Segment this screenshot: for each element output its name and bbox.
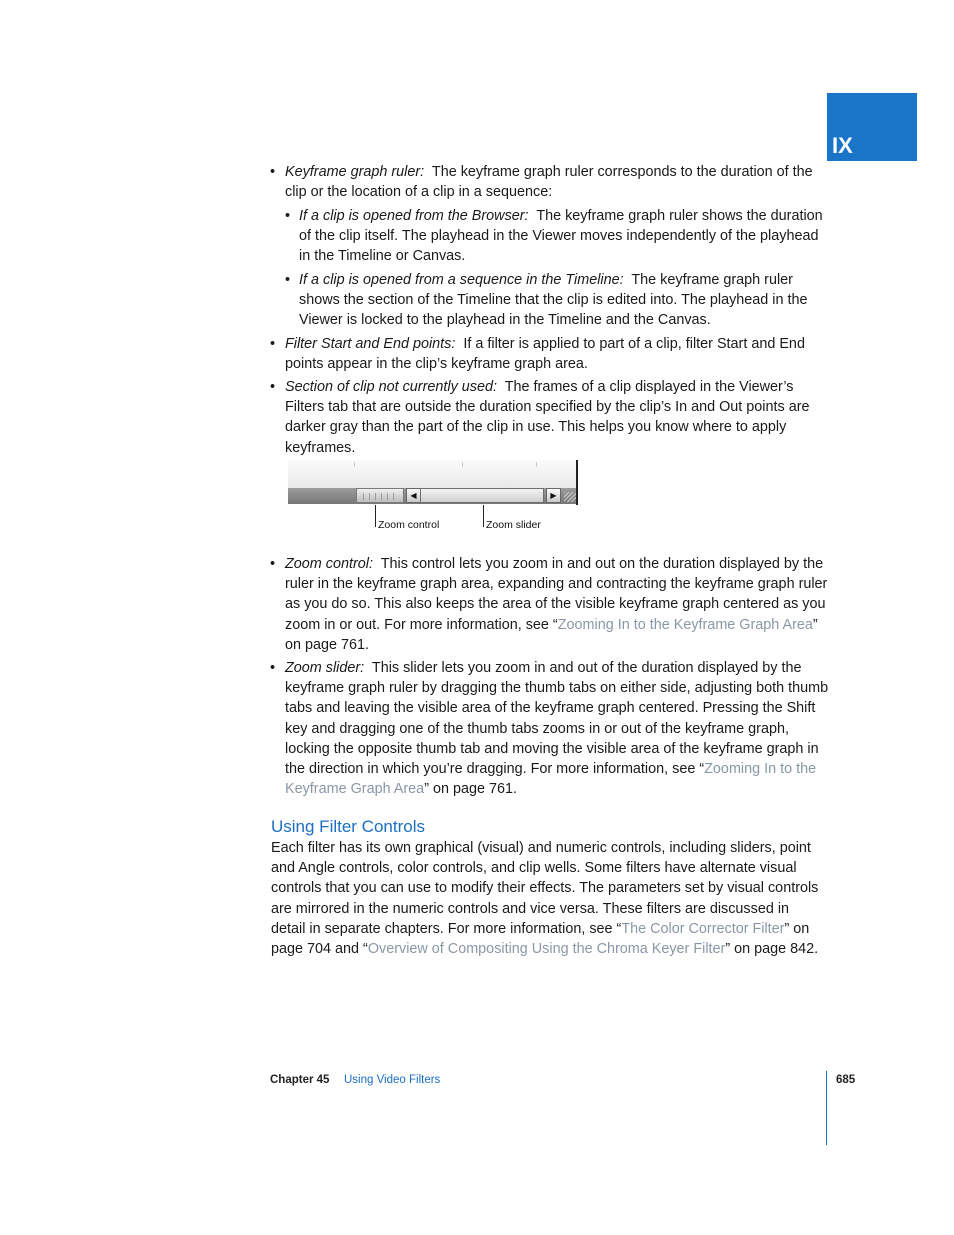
footer-chapter-title[interactable]: Using Video Filters bbox=[344, 1074, 441, 1086]
bullet-term: Zoom slider: bbox=[285, 660, 365, 676]
bullet-text: If a filter is applied to part of a clip, filter Start and End points appear in the clip’s keyframe graph area. bbox=[285, 336, 805, 373]
footer-rule bbox=[826, 1071, 827, 1145]
bullet-text: The keyframe graph ruler shows the duration of the clip itself. The playhead in the Viewer moves independently of the playhead in the Timeline or Canvas. bbox=[299, 208, 823, 265]
bullet-text: The keyframe graph ruler shows the section of the Timeline that the clip is edited into. The playhead in the Viewer is locked to the playhead in the Timeline and the Canvas. bbox=[299, 272, 808, 329]
bullet-filter-start-end bbox=[270, 334, 830, 374]
bullet-dot: • bbox=[270, 164, 276, 180]
cross-reference-link[interactable]: Zooming In to the Keyframe Graph Area bbox=[557, 616, 813, 633]
footer-chapter: Chapter 45 bbox=[270, 1074, 330, 1086]
bullet-text: This slider lets you zoom in and out of the duration displayed by the keyframe graph ruler by dragging the thumb tabs on either side, adjusting both thumb tabs and leaving the visible area of the keyframe graph centered. Pressing the Shift key and dragging one of the thumb tabs zooms in or out of the keyframe graph, locking the opposite thumb tab and moving the visible area of the keyframe graph in the direction in which you’re dragging. For more information, see “ bbox=[285, 660, 829, 778]
subbullet-timeline bbox=[285, 270, 829, 331]
bullet-term: If a clip is opened from a sequence in the Timeline: bbox=[299, 272, 624, 288]
zoom-control[interactable] bbox=[356, 488, 404, 503]
bullet-dot: • bbox=[270, 379, 276, 395]
bullet-term: Keyframe graph ruler: bbox=[285, 164, 425, 180]
bullet-term: Zoom control: bbox=[285, 556, 373, 572]
bullet-dot: • bbox=[270, 660, 276, 676]
bullet-text: This control lets you zoom in and out on the duration displayed by the ruler in the keyframe graph area, expanding and contracting the keyframe graph ruler as you do so. This also keeps the area of the visible keyframe graph centered as you zoom in or out. For more information, see “ bbox=[285, 556, 828, 633]
ruler-tick bbox=[462, 462, 463, 467]
bullet-zoom-control bbox=[270, 554, 830, 655]
zoom-slider[interactable] bbox=[420, 488, 544, 503]
paragraph-text: Each filter has its own graphical (visual) and numeric controls, including sliders, point and Angle controls, color controls, and clip wells. Some filters have alternate visual controls that you can use to modify their effects. The parameters set by visual controls are mirrored in the numeric controls and vice versa. These filters are discussed in detail in separate chapters. For more information, see “ bbox=[271, 840, 819, 937]
cross-reference-link[interactable]: The Color Corrector Filter bbox=[621, 920, 785, 937]
window-edge bbox=[576, 460, 578, 505]
section-paragraph bbox=[271, 838, 826, 959]
bullet-keyframe-graph-ruler bbox=[270, 162, 830, 202]
bullet-dot: • bbox=[285, 208, 291, 224]
keyframe-ruler bbox=[288, 460, 576, 488]
bullet-term: If a clip is opened from the Browser: bbox=[299, 208, 529, 224]
bullet-text-after: ” on page 761. bbox=[424, 781, 518, 798]
zoom-controls-screenshot bbox=[288, 460, 578, 505]
subbullet-browser bbox=[285, 206, 829, 267]
paragraph-text: ” on page 842. bbox=[725, 941, 819, 958]
scroll-left-arrow[interactable]: ◀ bbox=[406, 488, 421, 503]
paragraph-text: ” on page 704 and “ bbox=[271, 920, 810, 958]
bullet-text-after: ” on page 761. bbox=[285, 616, 818, 653]
bullet-dot: • bbox=[270, 556, 276, 572]
bullet-dot: • bbox=[285, 272, 291, 288]
cross-reference-link[interactable]: Zooming In to the Keyframe Graph Area bbox=[285, 761, 817, 798]
bullet-dot: • bbox=[270, 336, 276, 352]
page-number: 685 bbox=[836, 1074, 856, 1086]
cross-reference-link[interactable]: Overview of Compositing Using the Chroma Keyer Filter bbox=[367, 941, 726, 958]
section-tab-label: IX bbox=[832, 133, 853, 158]
section-heading: Using Filter Controls bbox=[271, 817, 425, 836]
bullet-zoom-slider bbox=[270, 658, 830, 799]
callout-zoom-slider: Zoom slider bbox=[486, 519, 541, 531]
section-tab bbox=[827, 93, 917, 161]
callout-line-zoom-slider bbox=[483, 505, 484, 527]
resize-grip-icon[interactable] bbox=[564, 492, 576, 502]
bullet-term: Filter Start and End points: bbox=[285, 336, 456, 352]
bullet-text: The keyframe graph ruler corresponds to the duration of the clip or the location of a clip in a sequence: bbox=[285, 164, 813, 201]
ruler-tick bbox=[536, 462, 537, 467]
callout-line-zoom-control bbox=[375, 505, 376, 527]
scroll-right-arrow[interactable]: ▶ bbox=[546, 488, 561, 503]
ruler-tick bbox=[354, 462, 355, 467]
callout-zoom-control: Zoom control bbox=[378, 519, 440, 531]
bullet-term: Section of clip not currently used: bbox=[285, 379, 497, 395]
bullet-section-not-used bbox=[270, 377, 830, 458]
bullet-text: The frames of a clip displayed in the Viewer’s Filters tab that are outside the duration specified by the clip’s In and Out points are darker gray than the part of the clip in use. This helps you know where to apply keyframes. bbox=[285, 379, 810, 456]
